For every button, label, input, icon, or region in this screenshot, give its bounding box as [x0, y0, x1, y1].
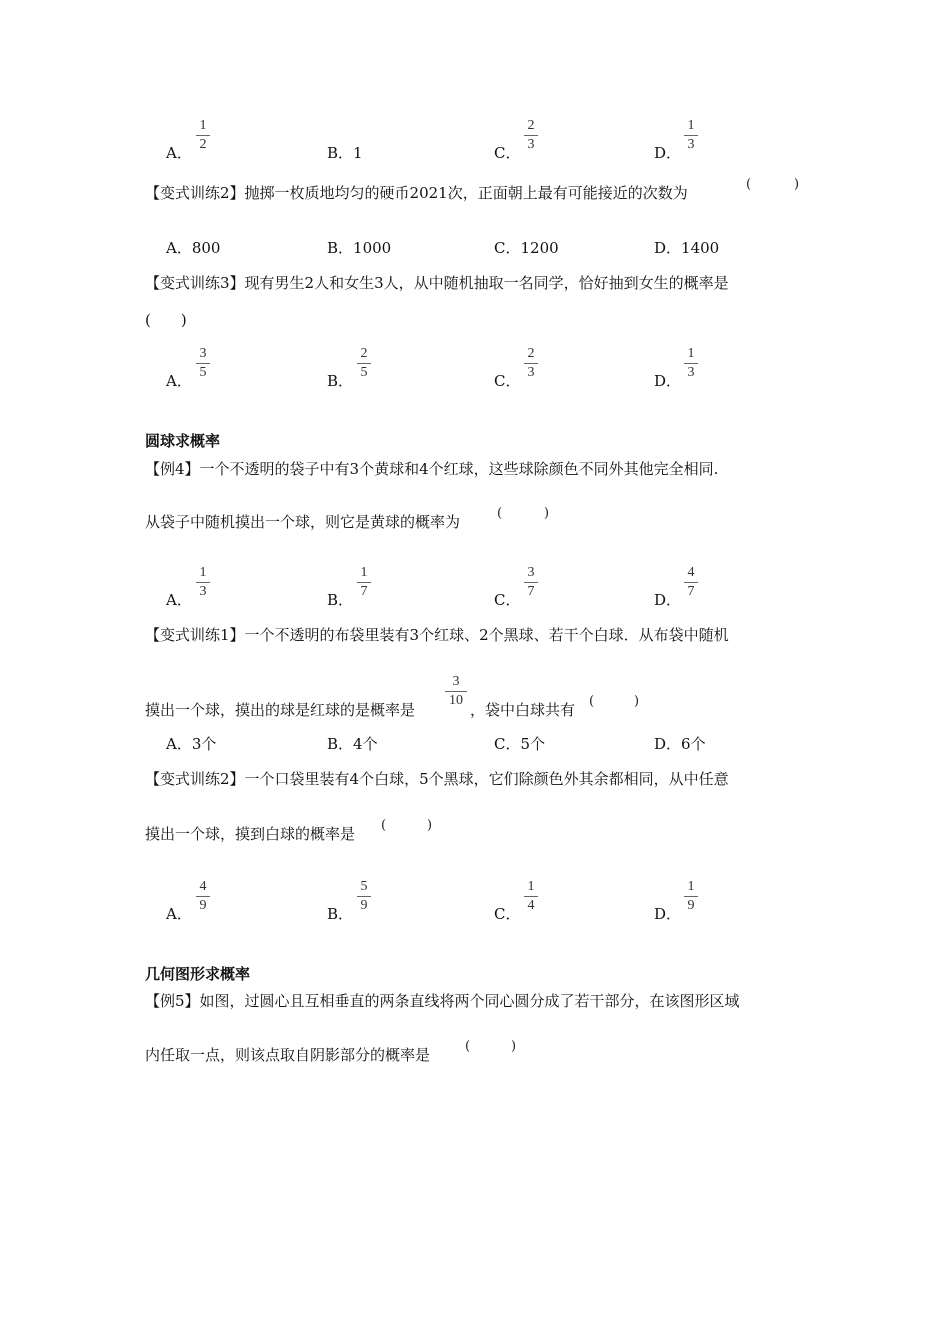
answer-paren-close: ) — [544, 506, 550, 521]
option-b-fraction: 1 7 — [357, 565, 371, 599]
q1-option-d-fraction: 1 3 — [684, 118, 698, 152]
option-c: C．1200 — [494, 239, 559, 257]
option-c: C．5个 — [494, 735, 546, 753]
option-a-label: A． — [166, 905, 192, 923]
option-b-label: B． — [327, 905, 354, 923]
q1-option-c-label: C． — [494, 144, 521, 162]
q1-option-b: B．1 — [327, 144, 363, 162]
answer-paren-open: ( — [746, 177, 752, 192]
option-d-label: D． — [654, 591, 682, 609]
option-d: D．6个 — [654, 735, 706, 753]
answer-paren-open: ( — [589, 694, 595, 709]
q1-option-c-fraction: 2 3 — [524, 118, 538, 152]
section-title-geometry: 几何图形求概率 — [145, 965, 251, 983]
option-d-label: D． — [654, 372, 682, 390]
inline-fraction: 3 10 — [445, 674, 467, 708]
question-line-2: 摸出一个球，摸到白球的概率是 — [145, 825, 356, 843]
option-c-label: C． — [494, 591, 521, 609]
option-a: A．3个 — [166, 735, 217, 753]
answer-paren-close: ) — [427, 818, 433, 833]
option-d-label: D． — [654, 905, 682, 923]
option-c-label: C． — [494, 905, 521, 923]
option-b: B．1000 — [327, 239, 392, 257]
q1-option-a-fraction: 1 2 — [196, 118, 210, 152]
option-c-label: C． — [494, 372, 521, 390]
option-b: B．4个 — [327, 735, 378, 753]
option-d-fraction: 1 3 — [684, 346, 698, 380]
question-text: 【变式训练2】抛掷一枚质地均匀的硬币2021次，正面朝上最有可能接近的次数为 — [145, 184, 688, 202]
option-b-label: B． — [327, 591, 354, 609]
option-a-fraction: 3 5 — [196, 346, 210, 380]
option-c-fraction: 1 4 — [524, 879, 538, 913]
question-line-1: 【例5】如图，过圆心且互相垂直的两条直线将两个同心圆分成了若干部分，在该图形区域 — [145, 992, 740, 1010]
option-b-fraction: 5 9 — [357, 879, 371, 913]
option-a-label: A． — [166, 591, 192, 609]
question-line-1: 【变式训练2】一个口袋里装有4个白球，5个黑球，它们除颜色外其余都相同，从中任意 — [145, 770, 729, 788]
section-title-ball: 圆球求概率 — [145, 432, 221, 450]
question-line-2-pre: 摸出一个球，摸出的球是红球的是概率是 — [145, 701, 416, 719]
answer-paren: ( ) — [145, 311, 187, 329]
answer-paren-open: ( — [465, 1039, 471, 1054]
q1-option-a-label: A． — [166, 144, 192, 162]
option-a-fraction: 1 3 — [196, 565, 210, 599]
answer-paren-close: ) — [511, 1039, 517, 1054]
option-d-fraction: 1 9 — [684, 879, 698, 913]
question-line-2-post: ，袋中白球共有 — [470, 701, 576, 719]
question-line-1: 【变式训练1】一个不透明的布袋里装有3个红球、2个黑球、若干个白球．从布袋中随机 — [145, 626, 729, 644]
option-a: A．800 — [166, 239, 221, 257]
question-line-2: 从袋子中随机摸出一个球，则它是黄球的概率为 — [145, 513, 461, 531]
answer-paren-open: ( — [497, 506, 503, 521]
option-a-label: A． — [166, 372, 192, 390]
option-d: D．1400 — [654, 239, 720, 257]
question-line-1: 【例4】一个不透明的袋子中有3个黄球和4个红球，这些球除颜色不同外其他完全相同. — [145, 460, 719, 478]
answer-paren-close: ) — [794, 177, 800, 192]
answer-paren-close: ) — [634, 694, 640, 709]
question-text: 【变式训练3】现有男生2人和女生3人，从中随机抽取一名同学，恰好抽到女生的概率是 — [145, 274, 729, 292]
q1-option-d-label: D． — [654, 144, 682, 162]
option-a-fraction: 4 9 — [196, 879, 210, 913]
option-b-label: B． — [327, 372, 354, 390]
option-c-fraction: 2 3 — [524, 346, 538, 380]
option-b-fraction: 2 5 — [357, 346, 371, 380]
question-line-2: 内任取一点，则该点取自阴影部分的概率是 — [145, 1046, 431, 1064]
option-d-fraction: 4 7 — [684, 565, 698, 599]
option-c-fraction: 3 7 — [524, 565, 538, 599]
answer-paren-open: ( — [381, 818, 387, 833]
